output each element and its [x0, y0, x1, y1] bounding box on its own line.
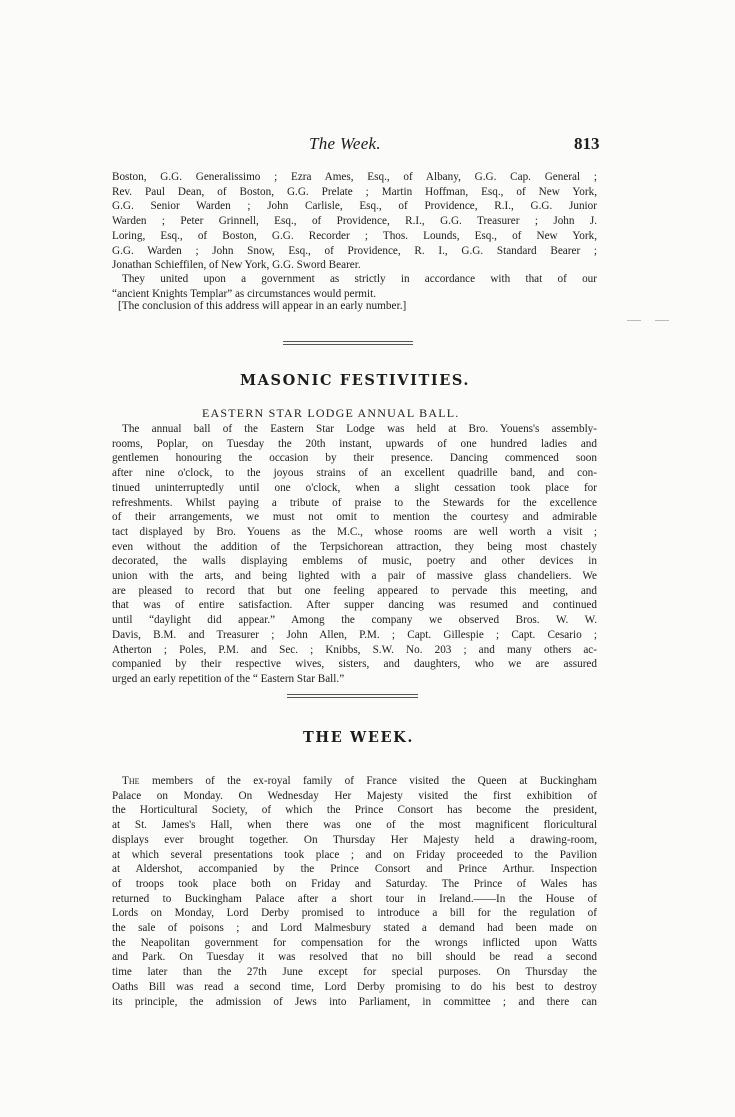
- text-line: at which several presentations took place ; and on Friday proceeded to the Pavilion: [112, 848, 597, 861]
- text-line: displays ever brought together. On Thursday Her Majesty held a drawing-room,: [112, 833, 597, 846]
- text-line: at St. James's Hall, when there was one of the most magnificent floricultural: [112, 819, 597, 832]
- text-line: G.G. Senior Warden ; John Carlisle, Esq., of Providence, R.I., G.G. Junior: [112, 200, 597, 213]
- margin-mark: [627, 320, 641, 321]
- text-line: Rev. Paul Dean, of Boston, G.G. Prelate ; Martin Hoffman, Esq., of New York,: [112, 185, 597, 198]
- text-line: tinued uninterruptedly until one o'clock, when a slight cessation took place for: [112, 481, 597, 494]
- text-line: are pleased to record that but one feeling appeared to pervade this meeting, and: [112, 584, 597, 597]
- text-line: time later than the 27th June except for special purposes. On Thursday the: [112, 966, 597, 979]
- text-line: Warden ; Peter Grinnell, Esq., of Providence, R.I., G.G. Treasurer ; John J.: [112, 215, 597, 228]
- text-line: returned to Buckingham Palace after a short tour in Ireland.——In the House of: [112, 892, 597, 905]
- text-line: Jonathan Schieffilen, of New York, G.G. Sword Bearer.: [112, 259, 361, 272]
- page-number: 813: [574, 134, 600, 153]
- text-line: after nine o'clock, to the joyous strains of an excellent quadrille band, and con-: [112, 467, 597, 480]
- text-line: even without the addition of the Terpsichorean attraction, they being most chastely: [112, 540, 597, 553]
- officers-list-paragraph: [112, 170, 597, 273]
- text-line: urged an early repetition of the “ Eastern Star Ball.”: [112, 672, 345, 685]
- text-line: [112, 774, 597, 789]
- text-line: refreshments. Whilst paying a tribute of praise to the Stewards for the excellence: [112, 496, 597, 509]
- text-line: The annual ball of the Eastern Star Lodge was held at Bro. Youens's assembly-: [122, 423, 597, 435]
- section-divider: [287, 694, 418, 698]
- text-line: Palace on Monday. On Wednesday Her Majesty visited the first exhibition of: [112, 789, 597, 802]
- text-line: Boston, G.G. Generalissimo ; Ezra Ames, Esq., of Albany, G.G. Cap. General ;: [112, 171, 597, 183]
- text-line: decorated, the walls displaying emblems of music, poetry and other devices in: [112, 555, 597, 568]
- text-line: tact displayed by Bro. Youens as the M.C., whose rooms are well worth a visit ;: [112, 525, 597, 538]
- page-header: [0, 134, 735, 158]
- united-paragraph: [112, 272, 597, 301]
- text-line: Lords on Monday, Lord Derby promised to introduce a bill for the regulation of: [112, 907, 597, 920]
- text-line: gentlemen honouring the occasion by their presence. Dancing commenced soon: [112, 452, 597, 465]
- text-line: rooms, Poplar, on Tuesday the 20th instant, upwards of one hundred ladies and: [112, 437, 597, 450]
- masonic-paragraph: [112, 422, 597, 687]
- text-line: companied by their respective wives, sisters, and daughters, who we are assured: [112, 658, 597, 671]
- text-line: “ancient Knights Templar” as circumstances would permit.: [112, 287, 377, 300]
- text-line: Davis, B.M. and Treasurer ; John Allen, P.M. ; Capt. Gillespie ; Capt. Cesario ;: [112, 628, 597, 641]
- text-line: at Aldershot, accompanied by the Prince Consort and Prince Arthur. Inspection: [112, 863, 597, 876]
- text-line: the sale of poisons ; and Lord Malmesbury stated a demand had been made on: [112, 922, 597, 935]
- text-line: that was of entire satisfaction. After supper dancing was resumed and continued: [112, 599, 597, 612]
- section-divider: [283, 341, 413, 345]
- text-line: They united upon a government as strictly in accordance with that of our: [122, 273, 597, 285]
- text-line: Atherton ; Poles, P.M. and Sec. ; Knibbs, S.W. No. 203 ; and many others ac-: [112, 643, 597, 656]
- text-line: of their arrangements, we must not omit to mention the courtesy and admirable: [112, 511, 597, 524]
- running-title: The Week.: [309, 134, 381, 153]
- text-line: Oaths Bill was read a second time, Lord Derby promising to do his best to destroy: [112, 980, 597, 993]
- text-line: the Horticultural Society, of which the Prince Consort has become the president,: [112, 804, 597, 817]
- text-line: of troops took place both on Friday and Saturday. The Prince of Wales has: [112, 877, 597, 890]
- margin-mark: [655, 320, 669, 321]
- text-line: G.G. Warden ; John Snow, Esq., of Providence, R. I., G.G. Standard Bearer ;: [112, 244, 597, 257]
- conclusion-notice: [The conclusion of this address will appear in an early number.]: [118, 300, 407, 312]
- masonic-section-title: MASONIC FESTIVITIES.: [240, 372, 471, 389]
- text-line: and Park. On Tuesday it was resolved that no bill should be read a second: [112, 951, 597, 964]
- week-paragraph: [112, 774, 597, 1009]
- text-line: the Neapolitan government for compensation for the wrongs inflicted upon Watts: [112, 936, 597, 949]
- text-line: Loring, Esq., of Boston, G.G. Recorder ; Thos. Lounds, Esq., of New York,: [112, 229, 597, 242]
- text-line: until “daylight did appear.” Among the company we observed Bros. W. W.: [112, 614, 597, 627]
- masonic-subtitle: EASTERN STAR LODGE ANNUAL BALL.: [202, 406, 460, 420]
- lead-word: The: [122, 775, 140, 787]
- week-section-title: THE WEEK.: [303, 729, 415, 746]
- text-line: its principle, the admission of Jews into Parliament, in committee ; and there can: [112, 995, 597, 1008]
- first-line-rest: members of the ex-royal family of France visited the Queen at Buckingham: [151, 775, 598, 787]
- text-line: union with the arts, and being lighted with a pair of massive glass chandeliers. We: [112, 570, 597, 583]
